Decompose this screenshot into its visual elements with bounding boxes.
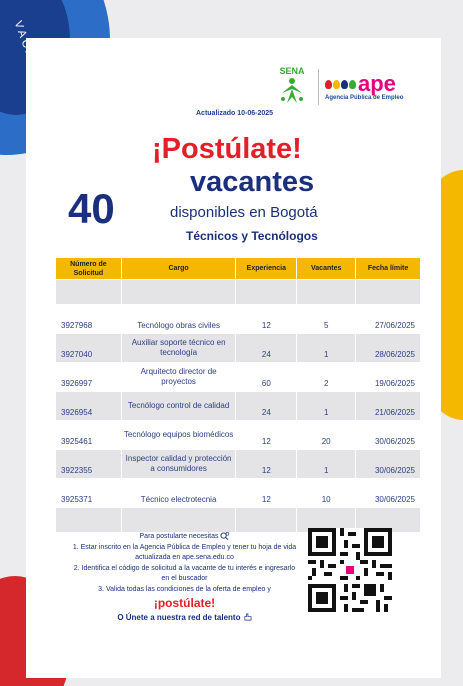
table-row xyxy=(56,421,421,450)
cell-numero: 3927968 xyxy=(56,305,122,334)
cell-numero: 3927040 xyxy=(56,334,122,363)
instruction-step-3: 3. Valida todas las condiciones de la oferta de empleo y xyxy=(98,585,271,593)
header-logos xyxy=(272,64,422,110)
cell-cargo xyxy=(121,508,236,533)
cell-numero xyxy=(56,280,122,305)
pointer-hand-icon xyxy=(243,613,252,621)
cell-vacantes: 5 xyxy=(297,305,356,334)
table-header-row xyxy=(56,258,421,280)
apply-call-to-action: ¡postúlate! xyxy=(153,596,216,610)
ape-logo-text: ape xyxy=(358,71,396,96)
cell-experiencia xyxy=(236,280,297,305)
table-row xyxy=(56,392,421,421)
header-experiencia: Experiencia xyxy=(236,258,297,280)
vacancy-poster xyxy=(26,38,441,678)
table-row xyxy=(56,305,421,334)
table-row xyxy=(56,450,421,479)
cell-numero xyxy=(56,508,122,533)
header-fecha: Fecha límite xyxy=(356,258,421,280)
cell-fecha xyxy=(356,280,421,305)
cell-vacantes: 1 xyxy=(297,392,356,421)
cell-vacantes: 1 xyxy=(297,450,356,479)
cell-fecha: 30/06/2025 xyxy=(356,450,421,479)
cell-cargo: Arquitecto director de proyectos xyxy=(121,363,236,392)
cell-vacantes: 2 xyxy=(297,363,356,392)
cell-vacantes xyxy=(297,280,356,305)
table-row xyxy=(56,363,421,392)
sena-logo xyxy=(272,66,312,108)
cell-cargo: Técnico electrotecnia xyxy=(121,479,236,508)
vacancy-count: 40 xyxy=(68,185,115,232)
cell-vacantes: 20 xyxy=(297,421,356,450)
sena-logo-text: SENA xyxy=(279,66,305,76)
cell-fecha: 28/06/2025 xyxy=(356,334,421,363)
updated-date: Actualizado 10-06-2025 xyxy=(196,110,274,117)
cell-experiencia: 24 xyxy=(236,392,297,421)
cell-cargo: Inspector calidad y protección a consumidores xyxy=(121,450,236,479)
table-row xyxy=(56,334,421,363)
cell-experiencia: 12 xyxy=(236,479,297,508)
cell-numero: 3926954 xyxy=(56,392,122,421)
cell-fecha: 27/06/2025 xyxy=(356,305,421,334)
cell-fecha: 19/06/2025 xyxy=(356,363,421,392)
instruction-step-2: 2. Identifica el código de solicitud a la vacante de tu interés e ingresarlo en el buscador xyxy=(73,564,296,582)
headline-level: Técnicos y Tecnólogos xyxy=(186,229,318,243)
talent-network-text: O Únete a nuestra red de talento xyxy=(117,612,241,622)
instruction-step-1: 1. Estar inscrito en la Agencia Pública de Empleo y tener tu hoja de vida actualizada en ape.sena.edu.co xyxy=(72,543,297,561)
magnifier-icon xyxy=(220,532,229,540)
logo-divider xyxy=(318,69,319,105)
cell-experiencia: 12 xyxy=(236,421,297,450)
cell-fecha: 21/06/2025 xyxy=(356,392,421,421)
cell-numero: 3925371 xyxy=(56,479,122,508)
sena-figure-icon xyxy=(278,77,306,105)
header-cargo: Cargo xyxy=(121,258,236,280)
header-numero: Número de Solicitud xyxy=(56,258,122,280)
cell-experiencia: 12 xyxy=(236,305,297,334)
qr-code[interactable] xyxy=(308,528,392,612)
cell-cargo: Tecnólogo equipos biomédicos xyxy=(121,421,236,450)
ape-logo xyxy=(325,73,403,101)
instructions-intro: Para postularte necesitas xyxy=(139,533,219,540)
ape-logo-subtitle: Agencia Pública de Empleo xyxy=(325,95,404,101)
headline-vacantes: vacantes xyxy=(190,166,315,198)
cell-numero: 3922355 xyxy=(56,450,122,479)
cell-fecha: 30/06/2025 xyxy=(356,479,421,508)
header-vacantes: Vacantes xyxy=(297,258,356,280)
cell-experiencia: 60 xyxy=(236,363,297,392)
cell-cargo: Tecnólogo control de calidad xyxy=(121,392,236,421)
cell-numero: 3926997 xyxy=(56,363,122,392)
cell-cargo: Tecnólogo obras civiles xyxy=(121,305,236,334)
cell-numero: 3925461 xyxy=(56,421,122,450)
cell-vacantes: 10 xyxy=(297,479,356,508)
cell-vacantes: 1 xyxy=(297,334,356,363)
cell-experiencia: 12 xyxy=(236,450,297,479)
application-instructions xyxy=(72,532,297,623)
cell-fecha: 30/06/2025 xyxy=(356,421,421,450)
headline-location: disponibles en Bogotá xyxy=(170,204,318,221)
cell-experiencia xyxy=(236,508,297,533)
table-row xyxy=(56,479,421,508)
cell-experiencia: 24 xyxy=(236,334,297,363)
vacancy-table xyxy=(55,257,421,533)
cell-cargo: Auxiliar soporte técnico en tecnología xyxy=(121,334,236,363)
cell-cargo xyxy=(121,280,236,305)
headline-call: ¡Postúlate! xyxy=(152,133,302,165)
ape-people-icon xyxy=(325,80,356,89)
table-row xyxy=(56,280,421,305)
